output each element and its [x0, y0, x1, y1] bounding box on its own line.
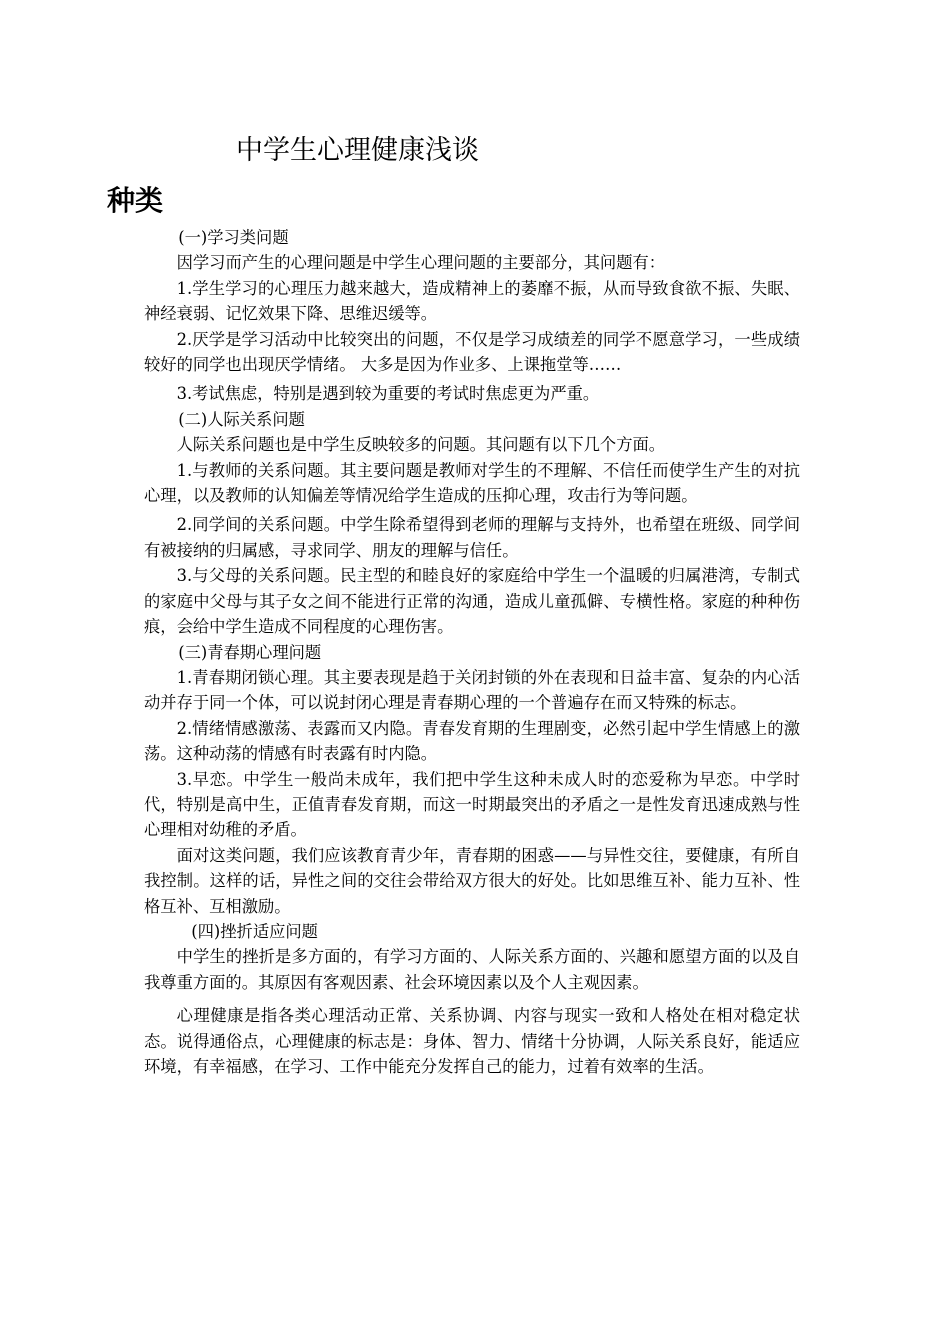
paragraph: 3.早恋。中学生一般尚未成年，我们把中学生这种未成人时的恋爱称为早恋。中学时代，特别是高中生，正值青春发育期，而这一时期最突出的矛盾之一是性发育迅速成熟与性心理相对幼稚的矛盾。 — [144, 769, 800, 840]
document-title: 中学生心理健康浅谈 — [236, 135, 479, 166]
paragraph: 面对这类问题，我们应该教育青少年，青春期的困惑——与异性交往，要健康，有所自我控制。这样的话，异性之间的交往会带给双方很大的好处。比如思维互补、能力互补、性格互补、互相激励。 — [144, 845, 800, 916]
document-body — [144, 225, 800, 1079]
paragraph: 因学习而产生的心理问题是中学生心理问题的主要部分，其问题有： — [176, 253, 666, 273]
paragraph: 人际关系问题也是中学生反映较多的问题。其问题有以下几个方面。 — [176, 435, 666, 455]
subsection-heading-frustration: (四)挫折适应问题 — [191, 921, 318, 941]
subsection-heading-relationships: (二)人际关系问题 — [178, 409, 305, 429]
paragraph: 2.厌学是学习活动中比较突出的问题，不仅是学习成绩差的同学不愿意学习，一些成绩较好的同学也出现厌学情绪。 大多是因为作业多、上课拖堂等…… — [144, 329, 800, 375]
paragraph: 中学生的挫折是多方面的，有学习方面的、人际关系方面的、兴趣和愿望方面的以及自我尊重方面的。其原因有客观因素、社会环境因素以及个人主观因素。 — [144, 947, 800, 992]
subsection-heading-study: (一)学习类问题 — [178, 228, 289, 247]
paragraph: 3.与父母的关系问题。民主型的和睦良好的家庭给中学生一个温暖的归属港湾，专制式的家庭中父母与其子女之间不能进行正常的沟通，造成儿童孤僻、专横性格。家庭的种种伤痕，会给中学生造成不同程度的心理伤害。 — [144, 566, 800, 637]
subsection-heading-adolescence: (三)青春期心理问题 — [178, 642, 322, 662]
paragraph: 1.学生学习的心理压力越来越大，造成精神上的萎靡不振，从而导致食欲不振、失眠、神经衰弱、记忆效果下降、思维迟缓等。 — [144, 278, 800, 324]
section-heading: 种类 — [107, 184, 164, 217]
paragraph: 2.情绪情感激荡、表露而又内隐。青春发育期的生理剧变，必然引起中学生情感上的激荡。这种动荡的情感有时表露有时内隐。 — [144, 718, 800, 764]
paragraph: 2.同学间的关系问题。中学生除希望得到老师的理解与支持外，也希望在班级、同学间有被接纳的归属感，寻求同学、朋友的理解与信任。 — [144, 515, 800, 560]
paragraph: 心理健康是指各类心理活动正常、关系协调、内容与现实一致和人格处在相对稳定状态。说得通俗点，心理健康的标志是：身体、智力、情绪十分协调，人际关系良好，能适应环境，有幸福感，在学习、工作中能充分发挥自己的能力，过着有效率的生活。 — [144, 1006, 800, 1076]
paragraph: 1.青春期闭锁心理。其主要表现是趋于关闭封锁的外在表现和日益丰富、复杂的内心活动并存于同一个体，可以说封闭心理是青春期心理的一个普遍存在而又特殊的标志。 — [144, 667, 800, 713]
paragraph: 3.考试焦虑，特别是遇到较为重要的考试时焦虑更为严重。 — [176, 384, 600, 404]
paragraph: 1.与教师的关系问题。其主要问题是教师对学生的不理解、不信任而使学生产生的对抗心理，以及教师的认知偏差等情况给学生造成的压抑心理，攻击行为等问题。 — [144, 460, 800, 506]
